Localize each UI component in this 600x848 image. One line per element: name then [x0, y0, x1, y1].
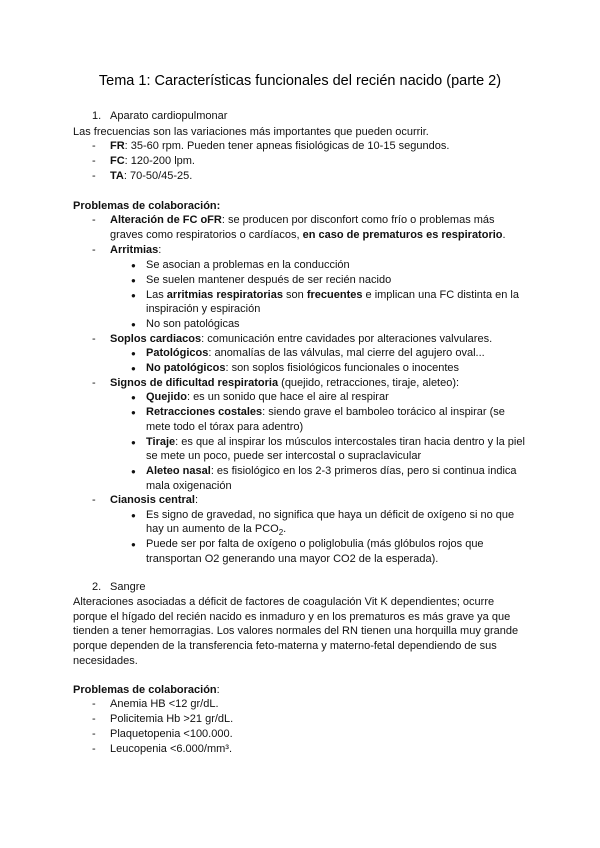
signo-aleteo-cont: mala oxigenación	[146, 480, 232, 492]
blood-item-anemia: Anemia HB <12 gr/dL.	[110, 698, 219, 710]
vital-fc: FC: 120-200 lpm.	[110, 155, 195, 167]
vital-ta: TA: 70-50/45-25.	[110, 170, 193, 182]
intro-paragraph: Las frecuencias son las variaciones más importantes que pueden ocurrir.	[73, 126, 429, 138]
section-heading-sangre: Sangre	[110, 581, 146, 593]
arritmias-sub-2: Se suelen mantener después de ser recién nacido	[146, 274, 392, 286]
sangre-paragraph-line-4: porque dependen de la transferencia feto-materna y materno-fetal dependiendo de sus	[73, 640, 497, 652]
cianosis-sub-1-cont: hay un aumento de la $PCO_2$.	[146, 523, 287, 538]
dash-marker: -	[92, 698, 96, 710]
signo-aleteo: Aleteo nasal: es fisiológico en los 2-3 primeros días, pero si continua indica	[146, 465, 517, 477]
soplos-item: Soplos cardiacos: comunicación entre cavidades por alteraciones valvulares.	[110, 333, 493, 345]
signo-retracciones-cont: mete todo el tórax para adentro)	[146, 421, 304, 433]
bullet-dot: ●	[131, 291, 136, 300]
arritmias-sub-3: Las arritmias respiratorias son frecuentes e implican una FC distinta en la	[146, 289, 519, 301]
soplos-no-patologicos: No patológicos: son soplos fisiológicos funcionales o inocentes	[146, 362, 460, 374]
dash-marker: -	[92, 244, 96, 256]
cianosis-item: Cianosis central:	[110, 494, 199, 506]
bullet-dot: ●	[131, 320, 136, 329]
dash-marker: -	[92, 333, 96, 345]
sangre-paragraph-line-1: Alteraciones asociadas a déficit de factores de coagulación Vit K dependientes; ocurre	[73, 596, 495, 608]
arritmias-item: Arritmias:	[110, 244, 162, 256]
dash-marker: -	[92, 214, 96, 226]
document-title: Tema 1: Características funcionales del recién nacido (parte 2)	[98, 73, 502, 89]
bullet-dot: ●	[131, 261, 136, 270]
bullet-dot: ●	[131, 511, 136, 520]
bullet-dot: ●	[131, 467, 136, 476]
cianosis-sub-1: Es signo de gravedad, no significa que haya un déficit de oxígeno si no que	[146, 509, 515, 521]
signos-dificultad-item: Signos de dificultad respiratoria (quejido, retracciones, tiraje, aleteo):	[110, 377, 460, 389]
problemas-heading-1: Problemas de colaboración:	[73, 200, 221, 212]
dash-marker: -	[92, 713, 96, 725]
dash-marker: -	[92, 494, 96, 506]
cianosis-sub-2: Puede ser por falta de oxígeno o poliglobulia (más glóbulos rojos que	[146, 538, 484, 550]
problemas-heading-2: Problemas de colaboración:	[73, 684, 220, 696]
fc-fr-alteration: Alteración de FC oFR: se producen por disconfort como frío o problemas más	[110, 214, 495, 226]
sangre-paragraph-line-2: porque el hígado del recién nacido es inmaduro y en los prematuros es más grave ya que	[73, 611, 511, 623]
dash-marker: -	[92, 743, 96, 755]
arritmias-sub-1: Se asocian a problemas en la conducción	[146, 259, 350, 271]
section-number-1: 1.	[92, 110, 102, 122]
bullet-dot: ●	[131, 349, 136, 358]
sangre-paragraph-line-3: tienden a tener hemorragias. Los valores normales del RN tienen una horquilla muy grande	[73, 625, 519, 637]
sangre-paragraph-line-5: necesidades.	[73, 655, 138, 667]
bullet-dot: ●	[131, 540, 136, 549]
blood-item-leucopenia: Leucopenia <6.000/mm³.	[110, 743, 232, 755]
signo-tiraje: Tiraje: es que al inspirar los músculos intercostales tiran hacia dentro y la piel	[146, 436, 525, 448]
signo-retracciones: Retracciones costales: siendo grave el bamboleo torácico al inspirar (se	[146, 406, 505, 418]
arritmias-sub-3-cont: inspiración y espiración	[146, 303, 261, 315]
signo-quejido: Quejido: es un sonido que hace el aire al respirar	[146, 391, 389, 403]
dash-marker: -	[92, 170, 96, 182]
bullet-dot: ●	[131, 438, 136, 447]
signo-tiraje-cont: se mete un poco, puede ser intercostal o supraclavicular	[146, 450, 422, 462]
fc-fr-alteration-cont: graves como respiratorios o cardíacos, en caso de prematuros es respiratorio.	[110, 229, 506, 241]
section-heading-cardiopulmonar: Aparato cardiopulmonar	[110, 110, 228, 122]
dash-marker: -	[92, 155, 96, 167]
arritmias-sub-4: No son patológicas	[146, 318, 240, 330]
vital-fr: FR: 35-60 rpm. Pueden tener apneas fisiológicas de 10-15 segundos.	[110, 140, 450, 152]
soplos-patologicos: Patológicos: anomalías de las válvulas, mal cierre del agujero oval...	[146, 347, 485, 359]
bullet-dot: ●	[131, 276, 136, 285]
bullet-dot: ●	[131, 408, 136, 417]
blood-item-policitemia: Policitemia Hb >21 gr/dL.	[110, 713, 234, 725]
dash-marker: -	[92, 140, 96, 152]
bullet-dot: ●	[131, 364, 136, 373]
dash-marker: -	[92, 728, 96, 740]
section-number-2: 2.	[92, 581, 102, 593]
bullet-dot: ●	[131, 393, 136, 402]
cianosis-sub-2-cont: transportan O2 generando una mayor CO2 de la esperada).	[146, 553, 439, 565]
dash-marker: -	[92, 377, 96, 389]
blood-item-plaquetopenia: Plaquetopenia <100.000.	[110, 728, 233, 740]
